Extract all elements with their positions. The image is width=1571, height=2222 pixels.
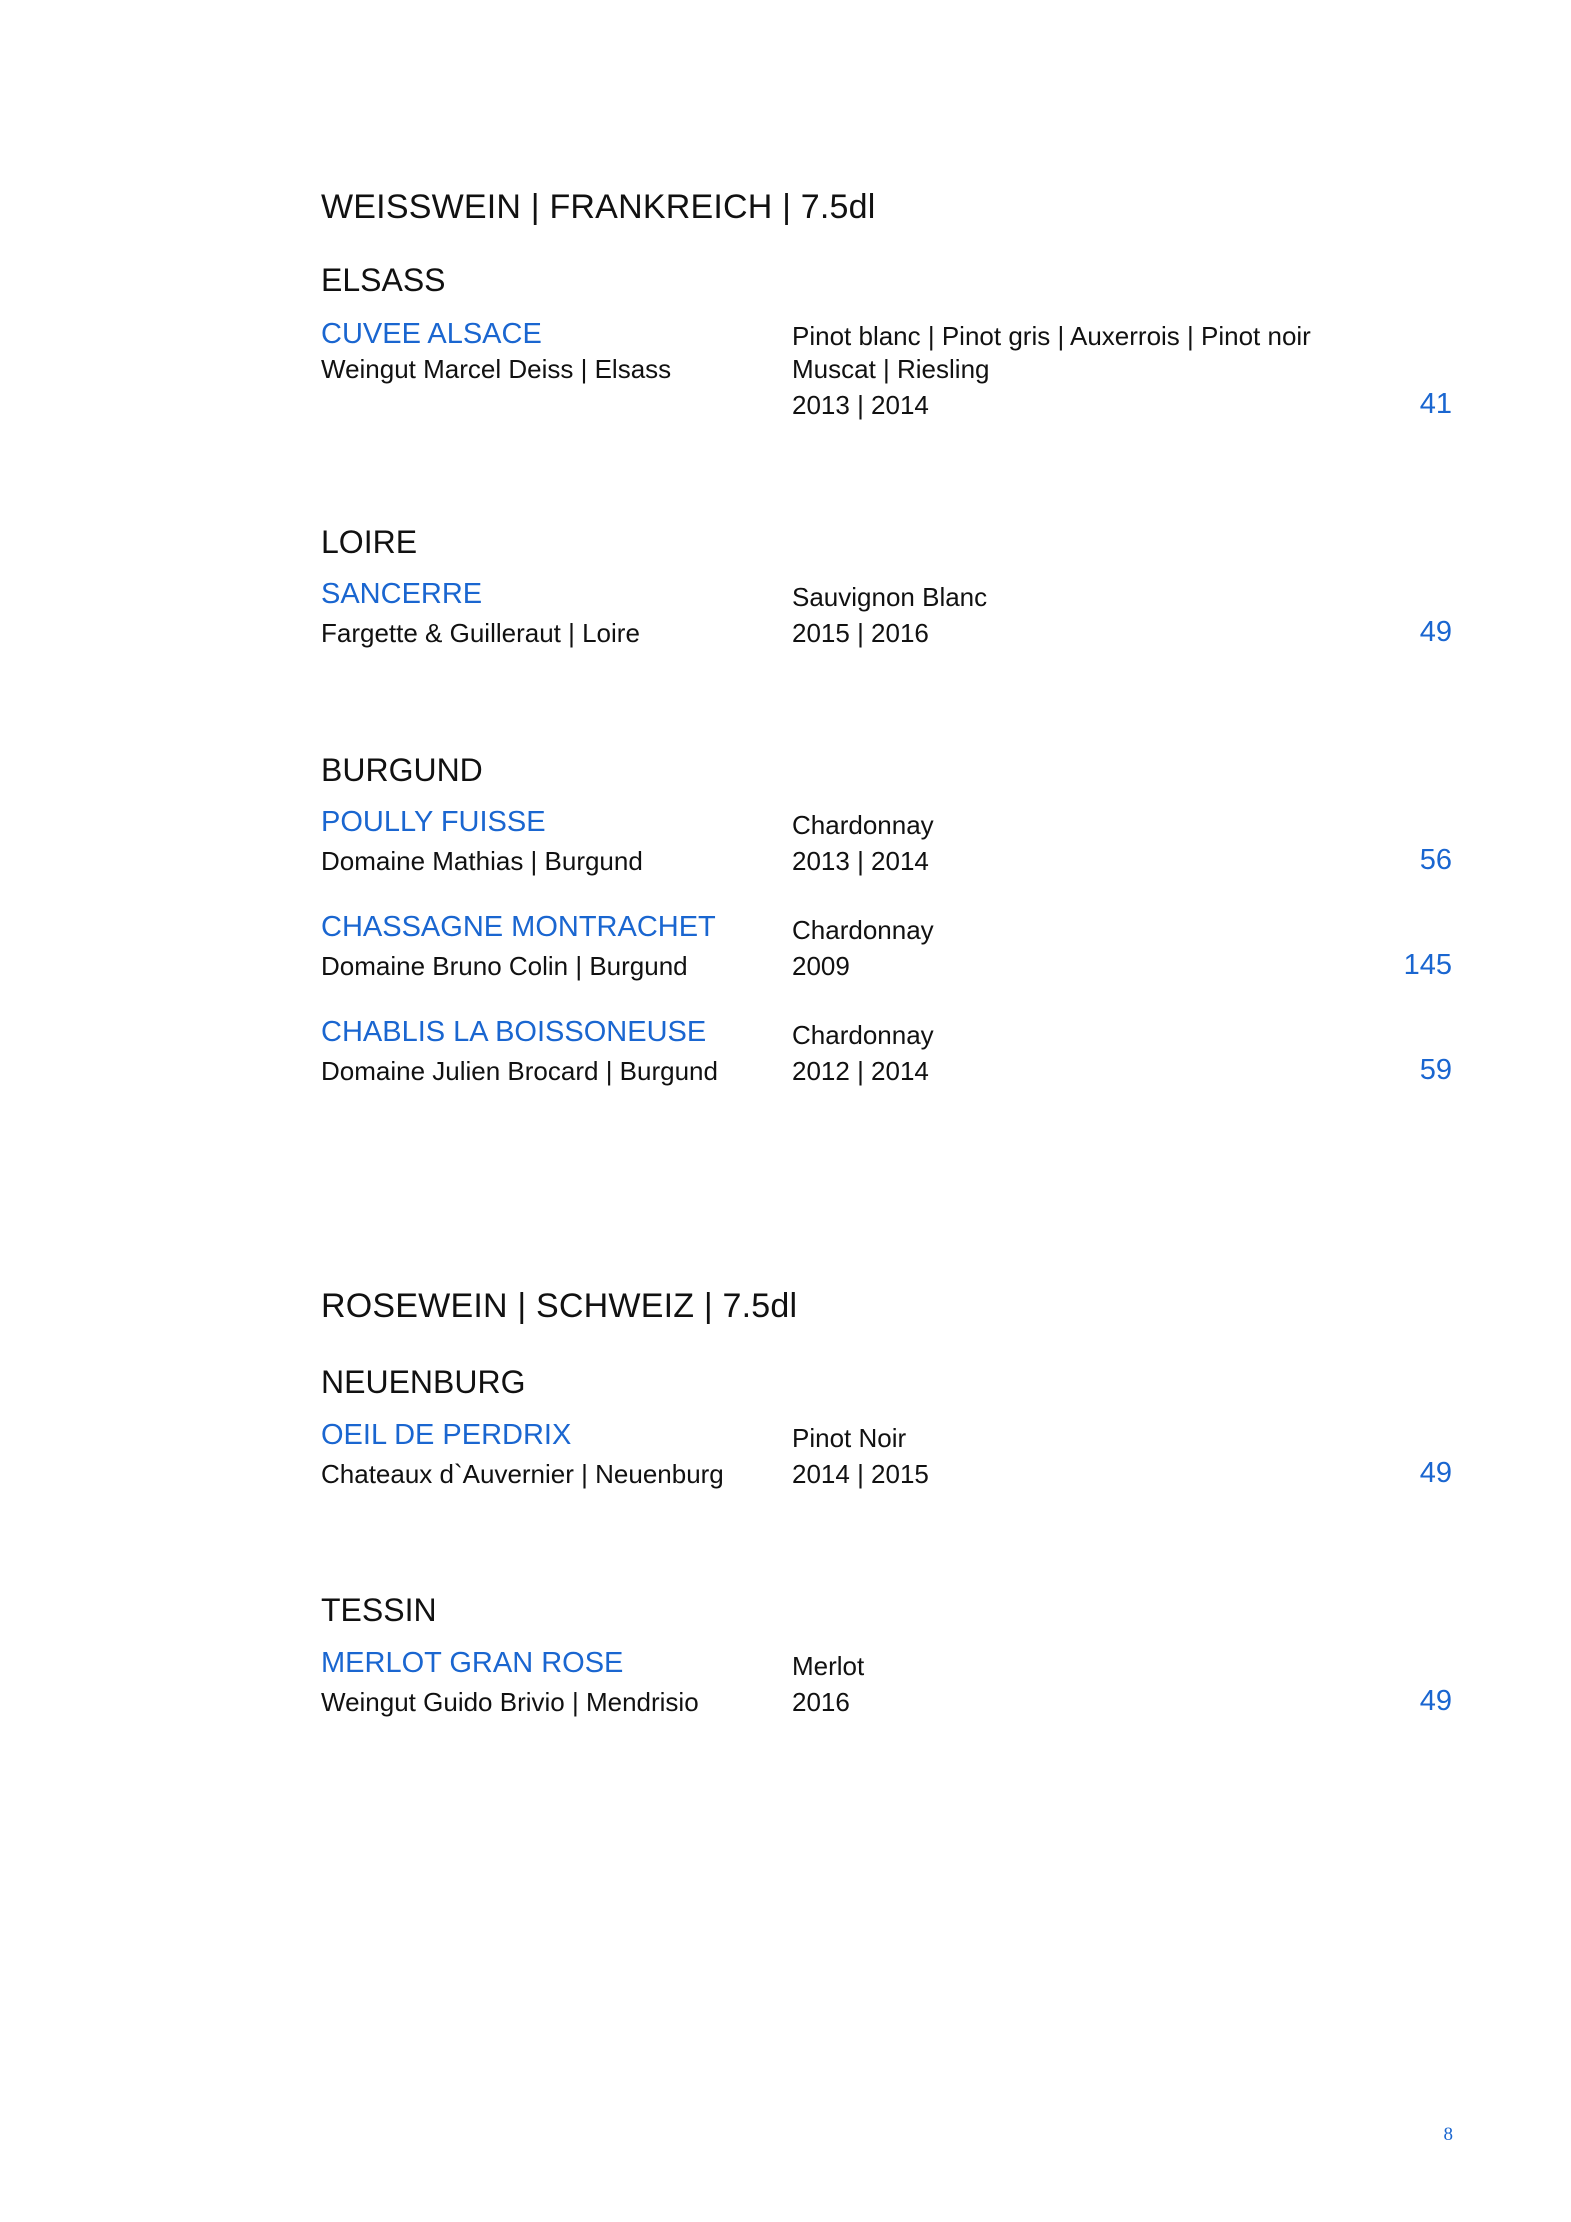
wine-producer: Domaine Bruno Colin | Burgund xyxy=(321,951,688,981)
region-heading-tessin: TESSIN xyxy=(321,1592,437,1628)
wine-grapes: Merlot xyxy=(792,1651,865,1681)
region-heading-loire: LOIRE xyxy=(321,524,418,560)
wine-grapes: Pinot Noir xyxy=(792,1423,907,1453)
wine-name: MERLOT GRAN ROSE xyxy=(321,1647,624,1679)
wine-producer: Weingut Marcel Deiss | Elsass xyxy=(321,354,672,384)
wine-grapes: Pinot blanc | Pinot gris | Auxerrois | Pinot noir xyxy=(792,321,1311,351)
wine-name: POULLY FUISSE xyxy=(321,806,546,838)
wine-name: SANCERRE xyxy=(321,578,483,610)
region-heading-neuenburg: NEUENBURG xyxy=(321,1364,526,1400)
wine-vintage: 2014 | 2015 xyxy=(792,1459,929,1489)
wine-producer: Domaine Mathias | Burgund xyxy=(321,846,643,876)
wine-price: 41 xyxy=(1419,388,1452,420)
wine-name: CHABLIS LA BOISSONEUSE xyxy=(321,1016,707,1048)
wine-producer: Chateaux d`Auvernier | Neuenburg xyxy=(321,1459,724,1489)
wine-vintage: 2012 | 2014 xyxy=(792,1056,929,1086)
region-heading-elsass: ELSASS xyxy=(321,262,446,298)
page-number: 8 xyxy=(1443,2124,1453,2145)
wine-price: 145 xyxy=(1403,949,1452,981)
section-heading-rosewein: ROSEWEIN | SCHWEIZ | 7.5dl xyxy=(321,1287,798,1325)
wine-grapes: Chardonnay xyxy=(792,915,934,945)
section-heading-weisswein: WEISSWEIN | FRANKREICH | 7.5dl xyxy=(321,188,876,226)
wine-producer: Domaine Julien Brocard | Burgund xyxy=(321,1056,718,1086)
wine-name: OEIL DE PERDRIX xyxy=(321,1419,572,1451)
wine-producer: Fargette & Guilleraut | Loire xyxy=(321,618,640,648)
wine-name: CUVEE ALSACE xyxy=(321,318,542,350)
wine-vintage: 2016 xyxy=(792,1687,850,1717)
wine-vintage: 2013 | 2014 xyxy=(792,846,929,876)
region-heading-burgund: BURGUND xyxy=(321,752,483,788)
wine-grapes: Chardonnay xyxy=(792,1020,934,1050)
wine-price: 49 xyxy=(1419,1685,1452,1717)
wine-name: CHASSAGNE MONTRACHET xyxy=(321,911,716,943)
wine-price: 49 xyxy=(1419,1457,1452,1489)
wine-producer: Weingut Guido Brivio | Mendrisio xyxy=(321,1687,699,1717)
wine-grapes: Chardonnay xyxy=(792,810,934,840)
wine-grapes-line2: Muscat | Riesling xyxy=(792,354,990,384)
wine-price: 59 xyxy=(1419,1054,1452,1086)
wine-price: 56 xyxy=(1419,844,1452,876)
wine-vintage: 2009 xyxy=(792,951,850,981)
wine-grapes: Sauvignon Blanc xyxy=(792,582,988,612)
wine-vintage: 2015 | 2016 xyxy=(792,618,929,648)
wine-vintage: 2013 | 2014 xyxy=(792,390,929,420)
wine-price: 49 xyxy=(1419,616,1452,648)
